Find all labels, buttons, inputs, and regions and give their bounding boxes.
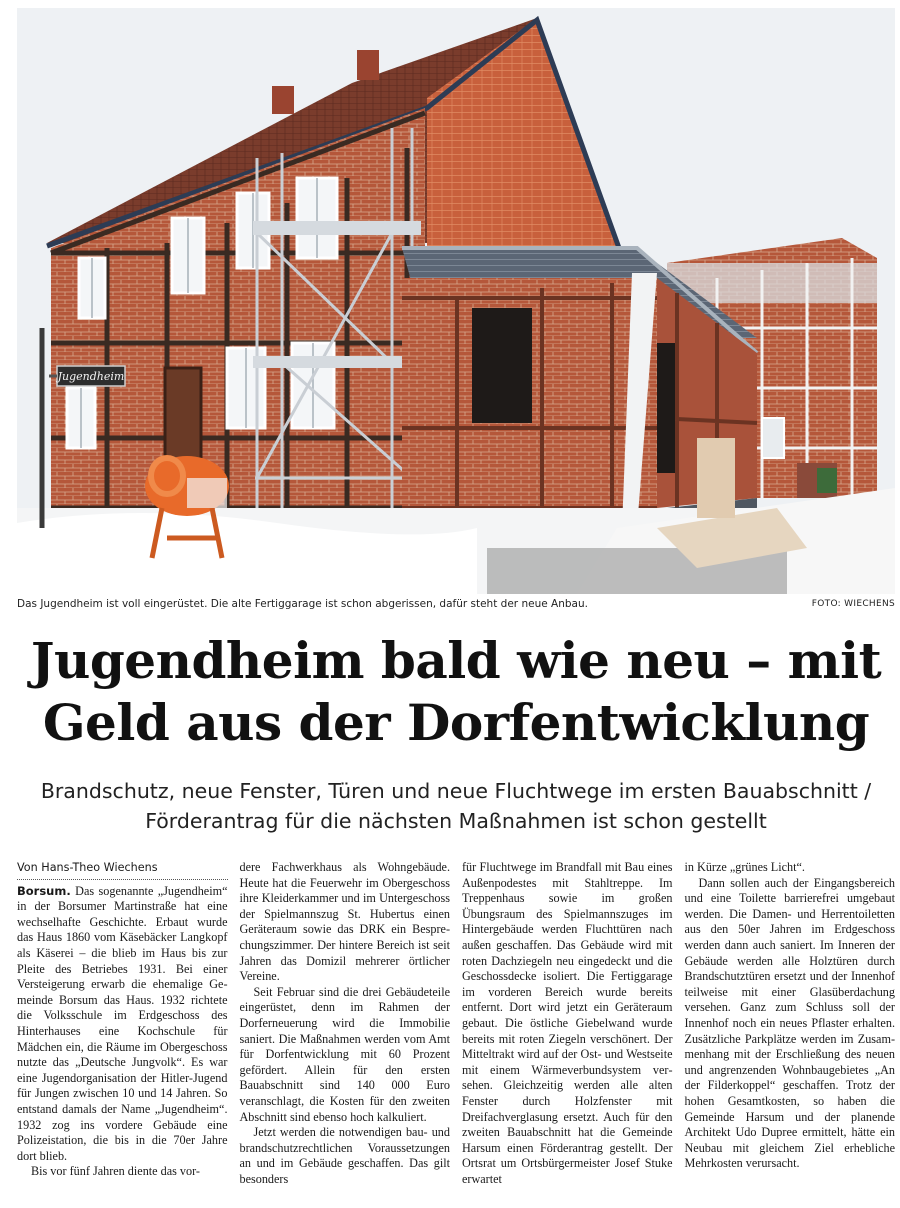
photo-caption: Das Jugendheim ist voll eingerüstet. Die alte Fertiggarage ist schon abgerissen, dafür steht der neue Anbau. bbox=[17, 598, 588, 610]
headline-line-1: Jugendheim bald wie neu – mit bbox=[30, 631, 882, 690]
paragraph: Jetzt werden die notwendigen bau- und brandschutzrechtlichen Voraussetzungen an und im Gebäude geschaffen. Das gilt besonders bbox=[239, 1125, 450, 1186]
photo-credit: FOTO: WIECHENS bbox=[811, 599, 895, 609]
dateline: Borsum. bbox=[17, 883, 71, 898]
paragraph: in Kürze „grünes Licht“. bbox=[684, 860, 805, 874]
article-body bbox=[17, 860, 895, 1205]
paragraph: für Fluchtwege im Brandfall mit Bau eines Außenpodestes mit Stahltreppe. Im Treppenhaus sowie im großen Übungsraum des Spielmannszuges im Hintergebäude werden Fluchttüren nach außen geschaffen. Das Gebäude wird mit roten Dachziegeln neu eingedeckt und die Geschossdecke isoliert. Die Fertiggarage im vorderen Bereich wurde bereits entfernt. Dort wird jetzt ein Geräteraum gebaut. Die östliche Giebelwand wurde bereits mit roten Ziegeln verschönert. Der Mitteltrakt wird auf der Ost- und Westseite mit einem Wärmeverbundsystem versehen. Gleichzeitig werden alle alten Fenster durch Holzfenster mit Dreifachverglasung ersetzt. Auch für den zweiten Bauabschnitt hat die Gemeinde Harsum einen Förderantrag gestellt. Der Ortsrat um Ortsbürgermeister Josef Stuke erwartet bbox=[462, 860, 673, 1186]
subhead-line-1: Brandschutz, neue Fenster, Türen und neue Fluchtwege im ersten Bauabschnitt / bbox=[40, 779, 872, 803]
byline: Von Hans-Theo Wiechens bbox=[17, 860, 228, 880]
sign-text: Jugendheim bbox=[57, 370, 125, 383]
paragraph: Seit Februar sind die drei Gebäudeteile eingerüstet, denn im Rahmen der Dorferneuerung wird die Immobilie saniert. Die Maßnahmen werden vom Amt für Dorfentwicklung mit 60 Prozent gefördert. Allein für den ersten Bauabschnitt sind 140 000 Euro veranschlagt, die Kosten für den zweiten Abschnitt sind ebenso hoch kalkuliert. bbox=[239, 984, 450, 1124]
article-photo bbox=[17, 8, 895, 594]
paragraph-text: Das sogenannte „Jugendheim“ in der Borsumer Martinstraße hat eine wechselhafte Geschichte. Erbaut wurde das Haus 1860 vom Käsebäcker Langkopf als Käserei – die blieb im Haus bis zur Pleite des Betriebes 1931. Bei einer Versteigerung erwarb die ehemalige Gemeinde Borsum das Haus. 1932 richtete die Volksschule im Erdgeschoss des Hinterhauses eine Kochschule für Mädchen ein, die Räume im Obergeschoss nutzte das „Deutsche Jungvolk“. Es war eine Jugendorganisation der Hitler-Jugend für Jungen zwischen 10 und 14 Jahren. So entstand damals der Name „Jugendheim“. 1932 zog ins vordere Gebäude eine Polizeistation, die bis in die 70er Jahre dort blieb. bbox=[17, 883, 228, 1163]
article-headline bbox=[17, 630, 895, 754]
jugendheim-sign bbox=[49, 366, 125, 386]
article-column-1 bbox=[17, 860, 228, 1205]
article-subheadline bbox=[17, 776, 895, 836]
photo-caption-row bbox=[17, 598, 895, 614]
article-column-4 bbox=[685, 860, 896, 1205]
paragraph: Dann sollen auch der Eingangsbereich und eine Toilette barrierefrei umgebaut werden. Die Damen- und Herrentoiletten aus den 50er Jahren im Erdgeschoss werden dann auch saniert. Im Inneren der Gebäude werden alle Holztüren durch Brandschutztüren ersetzt und der Innenhof teilweise mit einer Glasüberdachung versehen. Ganz zum Schluss soll der Innenhof noch ein neues Pflaster erhalten. Zusätzliche Parkplätze werden im Zusammenhang mit der Erschließung des neuen und angrenzenden Wohnbaugebietes „An der Filderkoppel“ geschaffen. Trotz der hohen Gesamtkosten, so haben die Gemeinde Harsum und der planende Architekt Udo Dupree ermittelt, hätte ein Neubau mit gleichem Ziel erhebliche Mehrkosten verursacht. bbox=[684, 875, 895, 1171]
paragraph: dere Fachwerkhaus als Wohngebäude. Heute hat die Feuerwehr im Obergeschoss ihre Kleiderkammer und im Untergeschoss der Spielmannszug St. Hubertus einen Geräteraum sowie das DRK ein Besprechungszimmer. Der hintere Bereich ist seit Jahren das Domizil mehrerer örtlicher Vereine. bbox=[239, 860, 450, 984]
article-column-3 bbox=[462, 860, 673, 1205]
headline-line-2: Geld aus der Dorfentwicklung bbox=[42, 693, 870, 752]
paragraph bbox=[17, 884, 228, 1165]
photo-illustration bbox=[17, 8, 895, 594]
article-column-2 bbox=[240, 860, 451, 1205]
paragraph: Bis vor fünf Jahren diente das vor- bbox=[31, 1164, 200, 1179]
subhead-line-2: Förderantrag für die nächsten Maßnahmen ist schon gestellt bbox=[145, 809, 767, 833]
